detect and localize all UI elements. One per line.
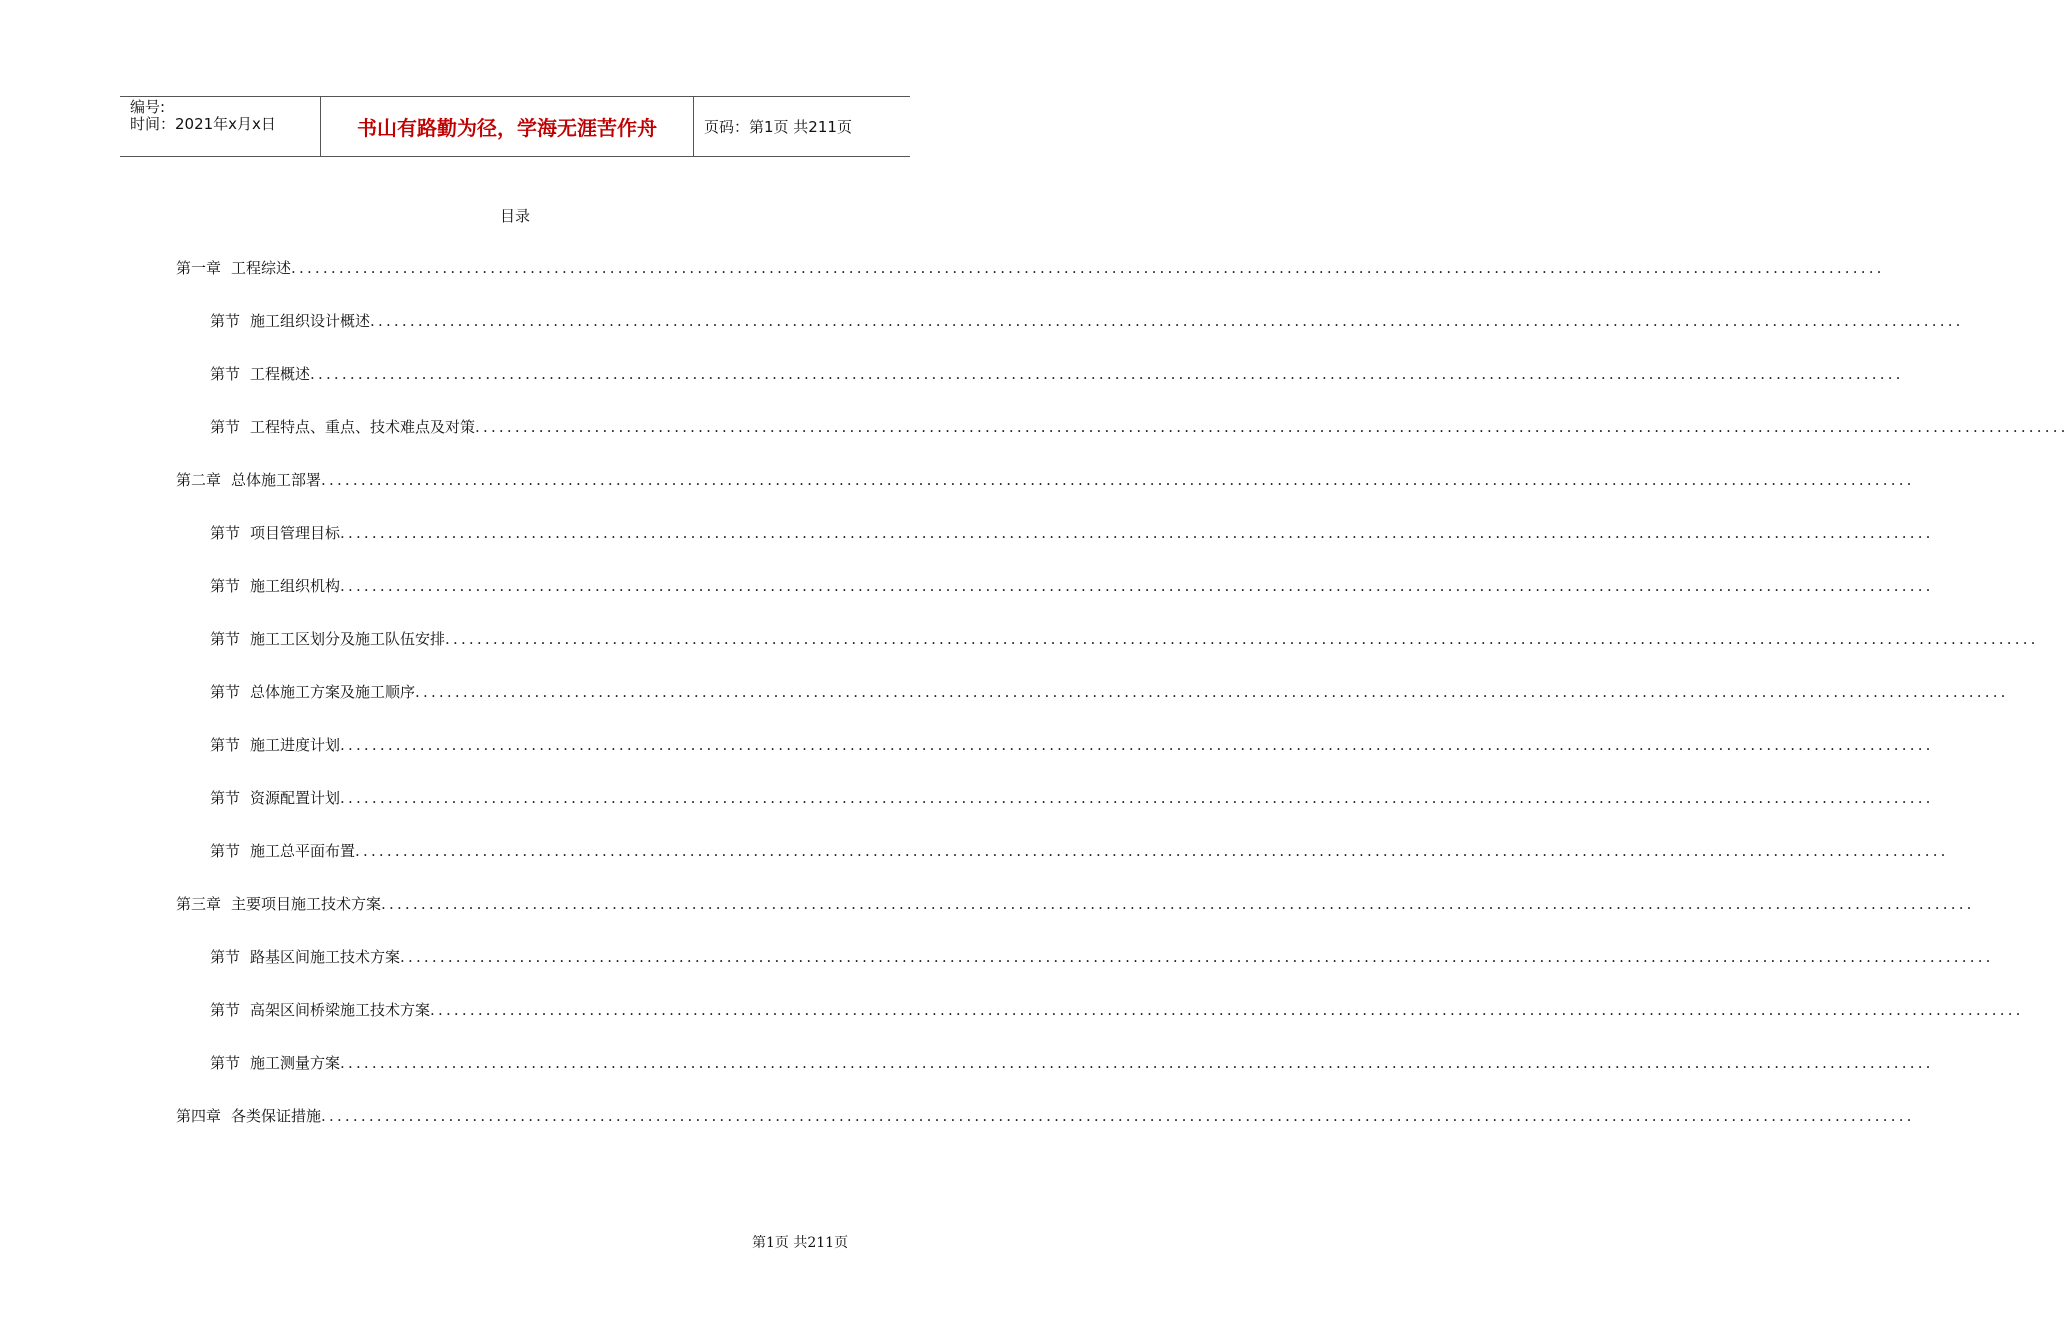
toc-dot-leader: ........................................................................................................................................................................................................	[381, 895, 1975, 913]
toc-entry-number: 第四章	[176, 1107, 222, 1125]
toc-entry-title: 施工组织机构	[250, 577, 341, 595]
toc-entry-title: 项目管理目标	[250, 524, 341, 542]
toc-entry-title: 施工工区划分及施工队伍安排	[250, 630, 446, 648]
toc-dot-leader: ........................................................................................................................................................................................................	[310, 365, 1904, 383]
toc-entry-number: 第节	[210, 418, 241, 436]
toc-dot-leader: ........................................................................................................................................................................................................	[340, 789, 1934, 807]
toc-section-entry[interactable]	[176, 364, 1904, 417]
toc-section-entry[interactable]	[176, 735, 1934, 788]
toc-entry-number: 第节	[210, 1054, 241, 1072]
toc-dot-leader: ........................................................................................................................................................................................................	[475, 418, 2069, 436]
toc-dot-leader: ........................................................................................................................................................................................................	[400, 948, 1994, 966]
toc-section-entry[interactable]	[176, 417, 2069, 470]
toc-entry-title: 资源配置计划	[250, 789, 341, 807]
toc-entry-number: 第二章	[176, 471, 222, 489]
toc-dot-leader: ........................................................................................................................................................................................................	[445, 630, 2039, 648]
toc-entry-number: 第节	[210, 365, 241, 383]
toc-entry-title: 路基区间施工技术方案	[250, 948, 401, 966]
toc-entry-number: 第节	[210, 312, 241, 330]
toc-chapter-entry[interactable]	[176, 894, 1975, 947]
toc-dot-leader: ........................................................................................................................................................................................................	[321, 471, 1915, 489]
toc-entry-title: 施工总平面布置	[250, 842, 356, 860]
toc-dot-leader: ........................................................................................................................................................................................................	[291, 259, 1885, 277]
toc-entry-title: 施工测量方案	[250, 1054, 341, 1072]
toc-section-entry[interactable]	[176, 629, 2039, 682]
toc-entry-number: 第节	[210, 789, 241, 807]
toc-section-entry[interactable]	[176, 788, 1934, 841]
page-footer: 第1页 共211页	[752, 1235, 849, 1251]
toc-chapter-entry[interactable]	[176, 1106, 1915, 1159]
toc-dot-leader: ........................................................................................................................................................................................................	[340, 577, 1934, 595]
toc-entry-number: 第节	[210, 842, 241, 860]
toc-entry-title: 工程概述	[250, 365, 311, 383]
toc-entry-title: 施工组织设计概述	[250, 312, 371, 330]
toc-entry-title: 总体施工部署	[231, 471, 322, 489]
toc-dot-leader: ........................................................................................................................................................................................................	[340, 524, 1934, 542]
toc-entry-number: 第节	[210, 736, 241, 754]
toc-dot-leader: ........................................................................................................................................................................................................	[370, 312, 1964, 330]
toc-entry-number: 第节	[210, 630, 241, 648]
header-meta	[120, 97, 321, 156]
toc-section-entry[interactable]	[176, 311, 1964, 364]
toc-entry-number: 第节	[210, 524, 241, 542]
toc-entry-title: 工程特点、重点、技术难点及对策	[250, 418, 476, 436]
toc-section-entry[interactable]	[176, 1053, 1934, 1106]
toc-entry-number: 第节	[210, 683, 241, 701]
toc-chapter-entry[interactable]	[176, 258, 1885, 311]
toc-section-entry[interactable]	[176, 841, 1949, 894]
toc-entry-number: 第一章	[176, 259, 222, 277]
toc-entry-title: 各类保证措施	[231, 1107, 322, 1125]
header-motto: 书山有路勤为径，学海无涯苦作舟	[321, 97, 694, 156]
toc-section-entry[interactable]	[176, 947, 1994, 1000]
toc-dot-leader: ........................................................................................................................................................................................................	[340, 736, 1934, 754]
toc-entry-number: 第节	[210, 577, 241, 595]
header-number-label: 编号:	[130, 98, 166, 116]
toc-section-entry[interactable]	[176, 523, 1934, 576]
page-header	[120, 96, 910, 157]
toc-entry-number: 第节	[210, 948, 241, 966]
toc-entry-title: 总体施工方案及施工顺序	[250, 683, 416, 701]
toc-chapter-entry[interactable]	[176, 470, 1915, 523]
toc-dot-leader: ........................................................................................................................................................................................................	[430, 1001, 2024, 1019]
header-page-label: 页码：第1页 共211页	[704, 118, 852, 136]
toc-dot-leader: ........................................................................................................................................................................................................	[415, 683, 2009, 701]
toc-dot-leader: ........................................................................................................................................................................................................	[355, 842, 1949, 860]
table-of-contents	[176, 258, 2069, 1159]
toc-dot-leader: ........................................................................................................................................................................................................	[321, 1107, 1915, 1125]
header-time-label: 时间：2021年x月x日	[130, 115, 276, 133]
toc-section-entry[interactable]	[176, 576, 1934, 629]
toc-entry-title: 施工进度计划	[250, 736, 341, 754]
toc-entry-title: 高架区间桥梁施工技术方案	[250, 1001, 431, 1019]
toc-entry-title: 主要项目施工技术方案	[231, 895, 382, 913]
toc-entry-title: 工程综述	[231, 259, 292, 277]
toc-section-entry[interactable]	[176, 682, 2009, 735]
toc-entry-number: 第节	[210, 1001, 241, 1019]
toc-dot-leader: ........................................................................................................................................................................................................	[340, 1054, 1934, 1072]
toc-title: 目录	[499, 207, 530, 225]
toc-entry-number: 第三章	[176, 895, 222, 913]
toc-section-entry[interactable]	[176, 1000, 2024, 1053]
